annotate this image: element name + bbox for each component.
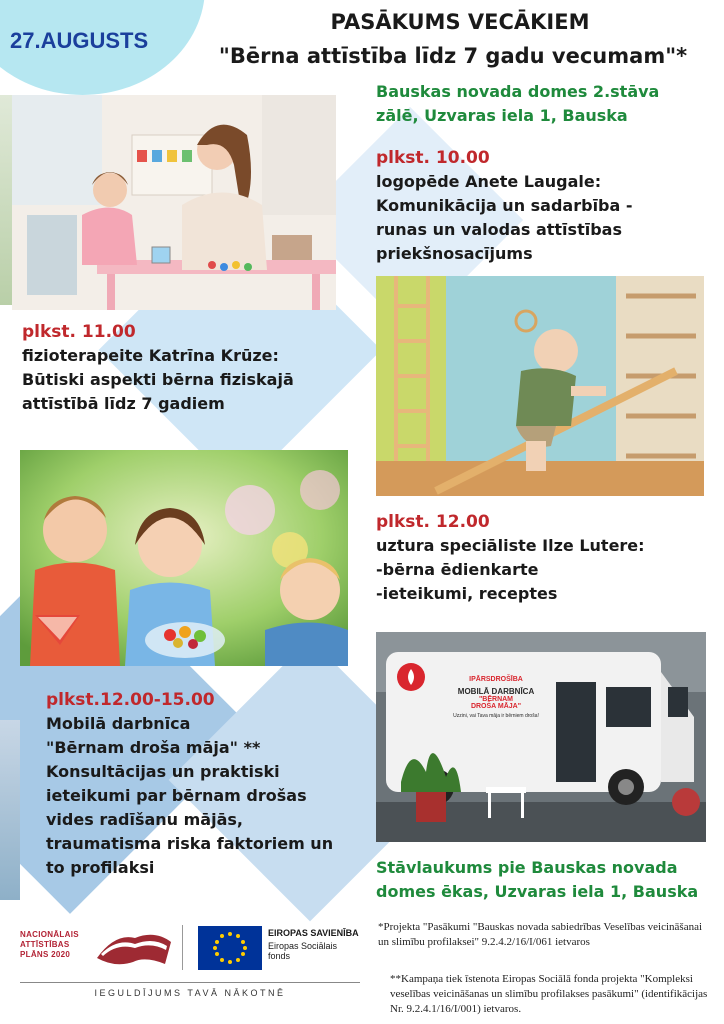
mobile-workshop-photo <box>376 632 706 842</box>
session-line: Būtiski aspekti bērna fiziskajā <box>22 370 294 389</box>
nap-logo-line: PLĀNS 2020 <box>20 950 71 959</box>
session-4 <box>46 690 333 880</box>
page-title: PASĀKUMS VECĀKIEM <box>330 10 590 34</box>
eu-flag-icon <box>198 926 262 974</box>
session-line: Komunikācija un sadarbība - <box>376 196 633 215</box>
session-line: -ieteikumi, receptes <box>376 584 558 603</box>
van-sign-line: MOBILĀ DARBNĪCA <box>457 687 535 696</box>
session-1 <box>376 148 633 266</box>
venue-line: Bauskas novada domes 2.stāva <box>376 82 660 101</box>
nap-logo-line: ATTĪSTĪBAS <box>20 940 70 949</box>
van-sign-line: DROŠA MĀJA" <box>470 703 522 710</box>
venue-line: zālē, Uzvaras iela 1, Bauska <box>376 106 628 125</box>
session-time: plkst. 11.00 <box>22 322 136 342</box>
decorative-strip <box>0 95 12 305</box>
decorative-strip <box>0 720 20 900</box>
session-time: plkst. 12.00 <box>376 512 490 532</box>
van-sign-line: "BĒRNAM <box>478 696 514 703</box>
logo-divider <box>182 925 183 970</box>
session-3 <box>376 512 645 606</box>
climbing-child-photo <box>376 276 704 496</box>
session-line: -bērna ēdienkarte <box>376 560 539 579</box>
session-line: logopēde Anete Laugale: <box>376 172 602 191</box>
slogan-rule <box>20 982 360 983</box>
nap-logo <box>20 930 79 960</box>
session-2 <box>22 322 294 416</box>
latvia-flag-icon <box>95 928 173 972</box>
session-line: vides radīšanu mājās, <box>46 810 243 829</box>
session-line: Mobilā darbnīca <box>46 714 191 733</box>
eu-line: fonds <box>268 951 291 961</box>
children-fruit-photo <box>20 450 348 666</box>
session-line: Konsultācijas un praktiski <box>46 762 280 781</box>
van-sign <box>446 676 546 719</box>
session-line: uztura speciāliste Ilze Lutere: <box>376 536 645 555</box>
page-subtitle: "Bērna attīstība līdz 7 gadu vecumam"* <box>218 44 688 68</box>
session-line: attīstībā līdz 7 gadiem <box>22 394 225 413</box>
footnote-2: **Kampaņa tiek īstenota Eiropas Sociālā fonda projekta "Kompleksi veselības veicināšanas un slimību profilakses pasākumi" (identifikācijas Nr. 9.2.4.1/16/I/001) ietvaros. <box>390 973 708 1015</box>
slogan: IEGULDĪJUMS TAVĀ NĀKOTNĒ <box>94 988 286 998</box>
van-brand: IPĀRSDROŠĪBA <box>469 676 523 683</box>
event-date: 27.AUGUSTS <box>10 28 149 53</box>
session-line: priekšnosacījums <box>376 244 533 263</box>
session-line: ieteikumi par bērnam drošas <box>46 786 307 805</box>
session-line: to profilaksi <box>46 858 155 877</box>
venue-line: Stāvlaukums pie Bauskas novada <box>376 858 678 877</box>
session-line: traumatisma riska faktoriem un <box>46 834 334 853</box>
session-line: runas un valodas attīstības <box>376 220 622 239</box>
eu-label <box>268 928 359 961</box>
venue-line: domes ēkas, Uzvaras iela 1, Bauska <box>376 882 699 901</box>
venue-top <box>376 80 659 128</box>
speech-therapy-photo <box>12 95 336 310</box>
venue-bottom <box>376 856 698 904</box>
session-line: fizioterapeite Katrīna Krūze: <box>22 346 279 365</box>
van-sign-sub: Uzzini, vai Tava māja ir bērniem droša! <box>453 713 539 719</box>
nap-logo-line: NACIONĀLAIS <box>20 930 79 939</box>
eu-line: Eiropas Sociālais <box>268 941 338 951</box>
session-line: "Bērnam droša māja" ** <box>46 738 261 757</box>
footnote-1: *Projekta "Pasākumi "Bauskas novada sabiedrības Veselības veicināšanai un slimību profilaksei" 9.2.4.2/16/I/061 ietvaros <box>378 921 703 948</box>
eu-title: EIROPAS SAVIENĪBA <box>268 928 359 938</box>
session-time: plkst. 10.00 <box>376 148 490 168</box>
session-time: plkst.12.00-15.00 <box>46 690 215 710</box>
